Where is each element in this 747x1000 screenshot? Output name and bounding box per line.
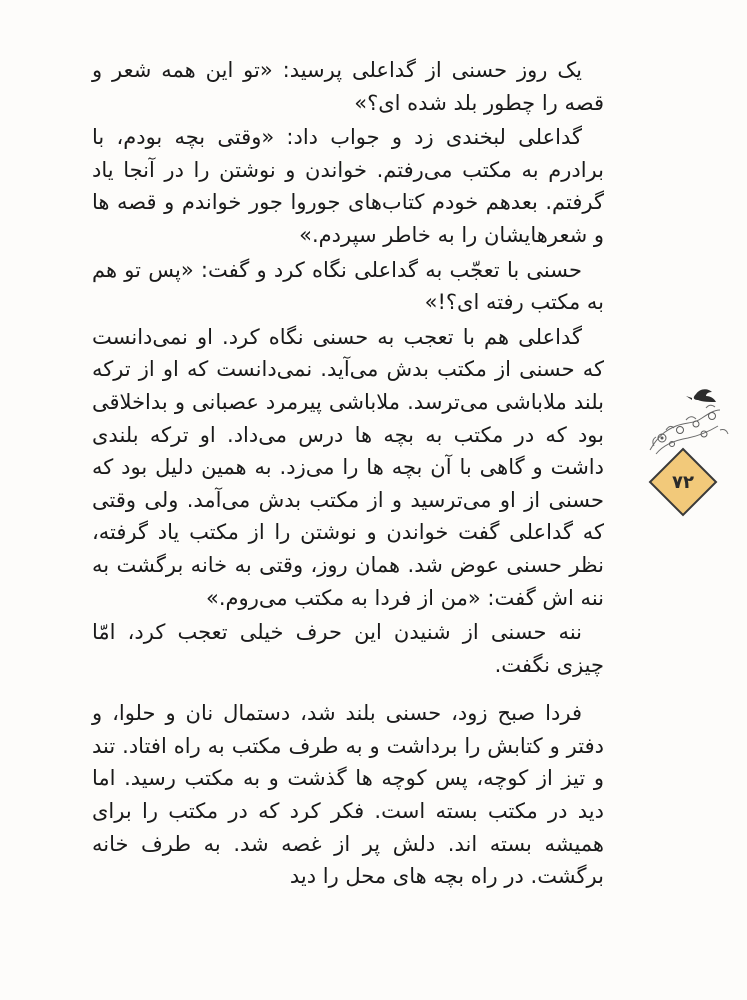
paragraph-2: گداعلی لبخندی زد و جواب داد: «وقتی بچه بودم، با برادرم به مکتب می‌رفتم. خواندن و نوشتن را در آنجا یاد گرفتم. بعدهم خودم کتاب‌های جوروا جور خواندم و قصه ها و شعرهایشان را به خاطر سپردم.» [92,125,604,247]
page-number-badge [648,447,718,517]
paragraph-1: یک روز حسنی از گداعلی پرسید: «تو این همه شعر و قصه را چطور بلد شده ای؟» [92,58,604,115]
paragraph-4: گداعلی هم با تعجب به حسنی نگاه کرد. او نمی‌دانست که حسنی از مکتب بدش می‌آید. نمی‌دانست که او از ترکه بلند ملاباشی می‌ترسد. ملاباشی پیرمرد عصبانی و بداخلاقی بود که در مکتب به بچه ها درس می‌داد. او ترکه بلندی داشت و گاهی با آن بچه ها را می‌زد. به همین دلیل بود که حسنی از او می‌ترسید و از مکتب بدش می‌آمد. ولی وقتی که گداعلی گفت خواندن و نوشتن را از مکتب یاد گرفته، نظر حسنی عوض شد. همان روز، وقتی به خانه برگشت به ننه اش گفت: «من از فردا به مکتب می‌روم.» [92,324,604,610]
paragraph-3: حسنی با تعجّب به گداعلی نگاه کرد و گفت: «پس تو هم به مکتب رفته ای؟!» [92,257,604,315]
story-text [92,54,604,895]
page-number: ۷۲ [672,471,694,493]
paragraph-6: فردا صبح زود، حسنی بلند شد، دستمال نان و حلوا، و دفتر و کتابش را برداشت و به طرف مکتب به راه افتاد. تند و تیز از کوچه، پس کوچه ها گذشت و به مکتب رسید. اما دید در مکتب بسته است. فکر کرد که در مکتب را برای همیشه بسته اند. دلش پر از غصه شد. به طرف خانه برگشت. در راه بچه های محل را دید [92,701,604,889]
paragraph-5: ننه حسنی از شنیدن این حرف خیلی تعجب کرد، امّا چیزی نگفت. [92,620,604,677]
